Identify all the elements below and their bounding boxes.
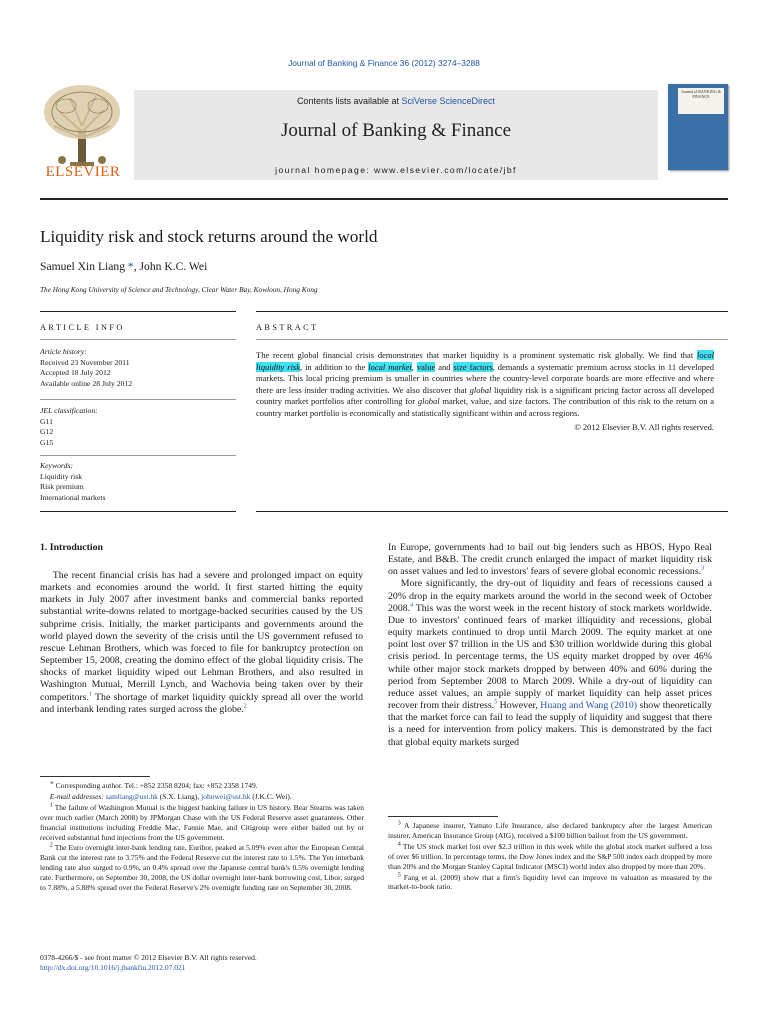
contents-prefix: Contents lists available at (296, 96, 402, 106)
journal-masthead (40, 82, 728, 188)
email-link-liang[interactable]: samliang@ust.hk (105, 791, 158, 801)
email-link-wei[interactable]: johnwei@ust.hk (201, 791, 251, 801)
author-2: , John K.C. Wei (133, 260, 208, 273)
keyword: Risk premium (40, 482, 84, 492)
article-title: Liquidity risk and stock returns around the world (40, 227, 378, 246)
footnote-text: Corresponding author. Tel.: +852 2358 8204; fax: +852 2358 1749. (55, 781, 258, 790)
footnote-separator-right (388, 816, 498, 817)
abstract-copyright: © 2012 Elsevier B.V. All rights reserved. (574, 421, 714, 432)
jel-code: G12 (40, 427, 54, 437)
abstract-text: , in addition to the (300, 361, 369, 372)
footnote-separator-left (40, 776, 150, 777)
keywords-label: Keywords: (40, 461, 74, 470)
masthead-rule (40, 198, 728, 200)
citation-link-huang-wang[interactable]: Huang and Wang (2010) (540, 700, 638, 712)
info-divider-1 (40, 399, 236, 400)
affiliation: The Hong Kong University of Science and Technology, Clear Water Bay, Kowloon, Hong Kong (40, 285, 318, 294)
abstract-bottom-rule (256, 511, 728, 512)
jel-code: G11 (40, 416, 53, 426)
footnote-text: The US stock market lost over $2.3 trillion in this week while the global stock market suffered a loss of over $6 trillion. In percentage terms, the Dow Jones index and the S&P 500 index each dropped by more than 20% and the Morgan Stanley Capital Indicator (MSCI) world index also dropped by more than 20%. (388, 841, 712, 871)
abstract-text: , (411, 361, 417, 372)
abstract-text: market, value, and size factors. The contribution of this risk to the return on a country market portfolio is economically and statistically significant within and across regions. (256, 396, 715, 418)
journal-citation[interactable]: Journal of Banking & Finance 36 (2012) 3274–3288 (288, 58, 480, 68)
info-divider-2 (40, 455, 236, 456)
section-heading-introduction: 1. Introduction (40, 542, 103, 553)
highlight-value[interactable]: value (416, 361, 436, 372)
elsevier-logo (40, 82, 126, 188)
contents-line (134, 96, 658, 106)
jel-label: JEL classification: (40, 406, 98, 415)
intro-right-column (388, 542, 712, 749)
sciencedirect-link[interactable]: SciVerse ScienceDirect (401, 96, 496, 106)
masthead-band (134, 90, 658, 180)
footnote-ref-4[interactable]: 4 (410, 602, 414, 609)
info-sub-rule (40, 339, 236, 340)
abstract-top-rule (256, 311, 728, 312)
jel-code: G15 (40, 437, 54, 447)
email-owner: (S.X. Liang), (157, 791, 202, 801)
info-top-rule (40, 311, 236, 312)
history-label: Article history: (40, 347, 87, 356)
footnotes-left (40, 781, 364, 894)
footnote-5: $^5$ Fang et al. (2009) show that a firm's liquidity level can improve its valuation as measured by the market-to-book ratio. (388, 872, 713, 892)
footnote-emails (40, 792, 364, 802)
footnote-ref-5[interactable]: 5 (494, 699, 498, 706)
footnote-ref-3[interactable]: 3 (701, 566, 705, 573)
footnote-ref-2[interactable]: 2 (243, 703, 247, 710)
keyword: Liquidity risk (40, 471, 83, 481)
doi-link[interactable]: http://dx.doi.org/10.1016/j.jbankfin.2012.07.021 (40, 962, 186, 972)
footnote-text: A Japanese insurer, Yamato Life Insurance, also declared bankruptcy after the largest American insurer, American Insurance Group (AIG), received a $100 billion bailout from the US government. (388, 821, 712, 840)
footnote-ref-1[interactable]: 1 (88, 691, 92, 698)
received-date: Received 23 November 2011 (40, 357, 130, 367)
info-bottom-rule (40, 511, 236, 512)
cover-title: Journal of BANKING & FINANCE (678, 88, 724, 114)
corresponding-mark[interactable]: * (125, 260, 134, 273)
footnote-1: $^1$ The failure of Washington Mutual is the biggest banking failure in US history. Bear Stearns was taken over much earlier (March 2008) by JPMorgan Chase with the US Federal Reserve asset guarantees. Other financial institutions including Freddie Mac, Fannie Mae, and Citigroup were either bailed out by or received substantial fund injections from the US government. (40, 802, 364, 842)
italic-global: global (417, 396, 440, 407)
paragraph-text: More significantly, the dry-out of liquidity and fears of recessions caused a 20% drop in the equity markets around the world in the second week of October 2008. (388, 578, 712, 614)
abstract-text: and (435, 361, 454, 372)
author-list (40, 260, 207, 273)
highlight-local-liquidity-risk[interactable]: local liquidity risk (256, 350, 714, 372)
footnote-3: $^3$ A Japanese insurer, Yamato Life Insurance, also declared bankruptcy after the largest American insurer, American Insurance Group (AIG), received a $100 billion bailout from the US government. (388, 820, 712, 840)
jel-classification (40, 406, 236, 448)
keywords (40, 461, 236, 503)
footnote-2: $^2$ The Euro overnight inter-bank lending rate, Euribor, peaked at 5.09% even after the European Central Bank cut the interest rate to 3.75% and the Federal Reserve cut the interest rate to 1.5%. The Yen interbank lending rate also surged to 0.9%, an 0.4% spread over the Japanese central bank's 0.5% overnight lending rate. Furthermore, on September 30, 2008, the US dollar overnight inter-bank borrowing cost, Libor, surged to 7.88%, a 5.88% spread over the Federal Reserve's 2% overnight funding rate on September 30, 2008. (40, 842, 364, 893)
paragraph-text: The shortage of market liquidity quickly spread all over the world and interbank lending rates surged across the globe. (40, 691, 363, 715)
italic-global: global (469, 384, 492, 395)
highlight-local-market[interactable]: local market (368, 361, 412, 372)
paragraph-text: The recent financial crisis has had a severe and prolonged impact on equity markets and economies around the world. It first started hitting the equity markets in July 2007 after investment banks and commercial banks reported substantial write-downs related to mortgage-backed securities caused by the US subprime crisis. Initially, the market participants and governments around the world played down the severity of the crisis until the US government refused to rescue Lehman Brothers, which was forced to file for bankruptcy protection on September 15, 2008, creating the domino effect of the global liquidity crisis. The shocks of market liquidity wiped out Lehman Brothers, and also resulted in Washington Mutual, Merrill Lynch, and Wachovia being taken over by their competitors. (40, 570, 363, 703)
issn-line: 0378-4266/$ - see front matter © 2012 Elsevier B.V. All rights reserved. (40, 953, 257, 962)
paragraph-text: However, (497, 700, 541, 712)
journal-homepage[interactable]: journal homepage: www.elsevier.com/locate/jbf (275, 165, 517, 175)
journal-cover-thumbnail (668, 84, 728, 170)
email-label: E-mail addresses: (49, 791, 106, 801)
abstract-text: The recent global financial crisis demonstrates that market liquidity is a prominent systematic risk globally. We find that (256, 350, 697, 360)
paragraph (40, 570, 363, 716)
author-1: Samuel Xin Liang (40, 260, 126, 273)
abstract-heading: ABSTRACT (256, 323, 319, 332)
paragraph-text: show theoretically that the market force can fail to lead the supply of liquidity and suggest that there is a need for intervention from policy makers. This is demonstrated by the fact that global equity markets surged (388, 700, 712, 748)
journal-title: Journal of Banking & Finance (280, 120, 512, 141)
keyword: International markets (40, 492, 106, 502)
intro-left-column (40, 570, 363, 716)
abstract-text: , demands a systematic premium across stocks in 11 developed markets. This local pricing premium is smaller in countries where the country-level corporate boards are more effective and where there are less insider trading activities. We also discover that (256, 361, 714, 395)
abstract-text: liquidity risk is a significant pricing factor across all developed country market portfolios after controlling for (256, 384, 714, 407)
abstract-sub-rule (256, 339, 728, 340)
paragraph (388, 542, 712, 578)
footnote-corresponding: ∗ Corresponding author. Tel.: +852 2358 8204; fax: +852 2358 1749. (49, 780, 258, 790)
email-owner: (J.K.C. Wei). (250, 791, 292, 801)
abstract-body (256, 350, 714, 433)
footnote-4: $^4$ The US stock market lost over $2.3 trillion in this week while the global stock market suffered a loss of over $6 trillion. In percentage terms, the Dow Jones index and the S&P 500 index each dropped by more than 20% and the Morgan Stanley Capital Indicator (MSCI) world index also dropped by more than 20%. (388, 841, 712, 871)
page-footer (40, 953, 440, 973)
paragraph-text: This was the worst week in the recent history of stock markets worldwide. Due to investors' continued fears of market illiquidity and recessions, global equity markets continued to drop until March 2009. The equity market at one point lost over $7 trillion in the US and $30 trillion worldwide during this global crisis period. In percentage terms, the US equity market dropped by over 46% while other major stock markets dropped by between 40% and 60% during the period from September 2008 to March 2009. While a dry-out of liquidity can reduce asset values, an ample supply of market liquidity can help asset prices recover from their distress. (388, 602, 712, 712)
footnote-text: Fang et al. (2009) show that a firm's liquidity level can improve its valuation as measured by the market-to-book ratio. (388, 872, 713, 892)
paragraph (388, 578, 712, 748)
footnotes-right (388, 821, 712, 893)
online-date: Available online 28 July 2012 (40, 378, 133, 388)
article-info-heading: ARTICLE INFO (40, 323, 125, 332)
publisher-name: ELSEVIER (45, 164, 121, 180)
article-history (40, 347, 236, 389)
accepted-date: Accepted 18 July 2012 (40, 368, 111, 378)
paragraph-text: In Europe, governments had to bail out big lenders such as HBOS, Hypo Real Estate, and B&B. The credit crunch enlarged the impact of market liquidity risk on asset values and led to investors' fears of severe global economic recessions. (388, 542, 712, 578)
footnote-text: The Euro overnight inter-bank lending rate, Euribor, peaked at 5.09% even after the European Central Bank cut the interest rate to 3.75% and the Federal Reserve cut the interest rate to 1.5%. The Yen interbank lending rate also surged to 0.9%, an 0.4% spread over the Japanese central bank's 0.5% overnight lending rate. Furthermore, on September 30, 2008, the US dollar overnight inter-bank borrowing cost, Libor, surged to 7.88%, a 5.88% spread over the Federal Reserve's 2% overnight funding rate on September 30, 2008. (40, 843, 364, 893)
footnote-text: The failure of Washington Mutual is the biggest banking failure in US history. Bear Stearns was taken over much earlier (March 2008) by JPMorgan Chase with the US Federal Reserve asset guarantees. Other financial institutions including Freddie Mac, Fannie Mae, and Citigroup were either bailed out by or received substantial fund injections from the US government. (40, 802, 364, 842)
highlight-size-factors[interactable]: size factors (453, 361, 493, 372)
